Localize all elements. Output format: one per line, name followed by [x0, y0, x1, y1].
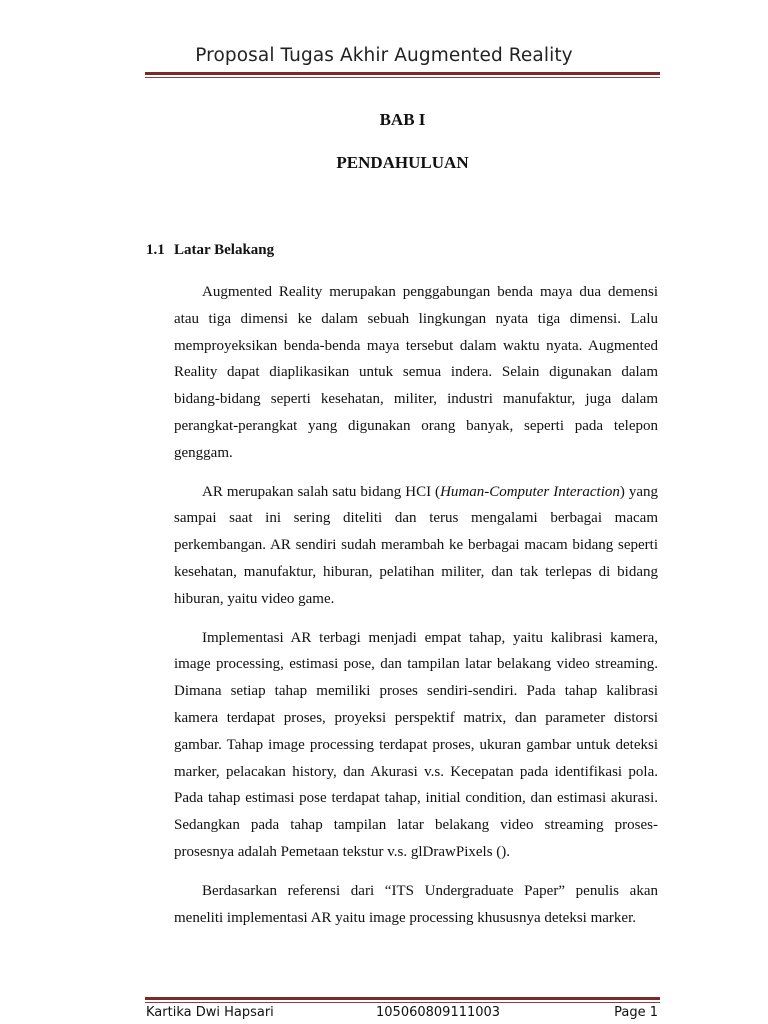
header-rule-thin — [145, 77, 660, 78]
footer-page-number: Page 1 — [614, 1005, 658, 1020]
section-heading — [146, 242, 274, 259]
paragraph-2-end: ) yang sampai saat ini sering diteliti dan terus mengalami berbagai macam perkembangan. AR sendiri sudah merambah ke berbagai macam bidang seperti kesehatan, manufaktur, hiburan, pelatihan militer, dan tak terlepas di bidang hiburan, yaitu video game. — [174, 483, 659, 607]
section-number: 1.1 — [146, 242, 165, 258]
chapter-title: PENDAHULUAN — [336, 153, 469, 172]
footer-id-number: 105060809111003 — [376, 1005, 501, 1020]
running-header: Proposal Tugas Akhir Augmented Reality — [195, 45, 573, 66]
paragraph-2-start: AR merupakan salah satu bidang HCI ( — [202, 483, 441, 500]
footer-rule-thin — [145, 1002, 660, 1003]
paragraph-4: Berdasarkan referensi dari “ITS Undergraduate Paper” penulis akan meneliti implementasi AR yaitu image processing khususnya deteksi marker. — [174, 882, 658, 926]
body-text — [174, 279, 658, 943]
paragraph-2 — [174, 479, 658, 613]
paragraph-3: Implementasi AR terbagi menjadi empat tahap, yaitu kalibrasi kamera, image processing, estimasi pose, dan tampilan latar belakang video streaming. Dimana setiap tahap memiliki proses sendiri-sendiri. Pada tahap kalibrasi kamera terdapat proses, proyeksi perspektif matrix, dan parameter distorsi gambar. Tahap image processing terdapat proses, ukuran gambar untuk deteksi marker, pelacakan history, dan Akurasi v.s. Kecepatan pada identifikasi pola. Pada tahap estimasi pose terdapat tahap, initial condition, dan estimasi akurasi. Sedangkan pada tahap tampilan latar belakang video streaming proses-prosesnya adalah Pemetaan tekstur v.s. glDrawPixels (). — [174, 629, 658, 860]
paragraph-1: Augmented Reality merupakan penggabungan benda maya dua demensi atau tiga dimensi ke dalam sebuah lingkungan nyata tiga dimensi. Lalu memproyeksikan benda-benda maya tersebut dalam waktu nyata. Augmented Reality dapat diaplikasikan untuk semua indera. Selain digunakan dalam bidang-bidang seperti kesehatan, militer, industri manufaktur, juga dalam perangkat-perangkat yang digunakan orang banyak, seperti pada telepon genggam. — [174, 284, 658, 461]
paragraph-2-italic-term: Human-Computer Interaction — [440, 483, 620, 500]
header-rule-thick — [145, 72, 660, 75]
footer-author: Kartika Dwi Hapsari — [146, 1005, 274, 1020]
section-title: Latar Belakang — [174, 242, 275, 258]
chapter-number: BAB I — [379, 110, 426, 129]
footer-rule-thick — [145, 997, 660, 1000]
